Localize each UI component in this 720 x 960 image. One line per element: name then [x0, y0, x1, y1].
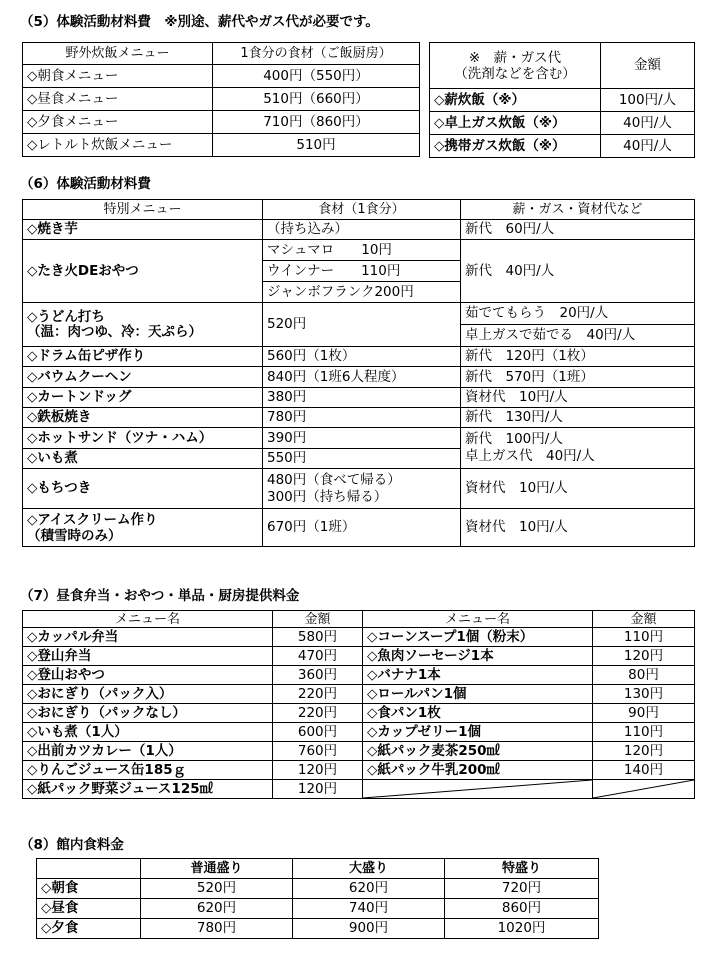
empty-cell [593, 780, 695, 799]
lunch-menu-name: ◇カップゼリー1個 [363, 723, 593, 742]
table-header: メニュー名 [23, 611, 273, 628]
table-row [23, 742, 695, 761]
menu-price: 510円（660円） [213, 88, 420, 111]
special-menu-food: 560円（1枚） [263, 347, 461, 367]
special-menu-name [23, 303, 263, 347]
table-row [23, 723, 695, 742]
section-7-heading: （7）昼食弁当・おやつ・単品・厨房提供料金 [20, 588, 300, 604]
table-header: 薪・ガス・資材代など [461, 200, 695, 220]
table-row [23, 761, 695, 780]
table-row [23, 647, 695, 666]
table-header: 金額 [593, 611, 695, 628]
icecream-name-line1: ◇アイスクリーム作り [27, 511, 158, 528]
section-8-heading: （8）館内食料金 [20, 837, 124, 853]
lunch-menu-price: 580円 [273, 628, 363, 647]
lunch-menu-name: ◇いも煮（1人） [23, 723, 273, 742]
lunch-menu-name: ◇登山おやつ [23, 666, 273, 685]
lunch-menu-price: 120円 [273, 761, 363, 780]
lunch-menu-name: ◇紙パック野菜ジュース125㎖ [23, 780, 273, 799]
fuel-name: ◇携帯ガス炊飯（※） [430, 135, 601, 158]
special-menu-food: 780円 [263, 408, 461, 428]
special-menu-name: ◇鉄板焼き [23, 408, 263, 428]
special-menu-name: ◇バウムクーヘン [23, 367, 263, 388]
special-menu-fee: 新代 570円（1班） [461, 367, 695, 388]
special-menu-fee: 新代 40円/人 [461, 240, 695, 303]
table-row [23, 704, 695, 723]
lunch-menu-price: 220円 [273, 685, 363, 704]
table-row [23, 628, 695, 647]
special-menu-food [263, 469, 461, 509]
fuel-header-line1: ※ 薪・ガス代 [468, 49, 562, 66]
special-menu-fee: 資材代 10円/人 [461, 388, 695, 408]
meal-name: ◇朝食 [37, 879, 141, 899]
icecream-name-line2: （積雪時のみ） [27, 527, 122, 544]
lunch-menu-name: ◇カッパル弁当 [23, 628, 273, 647]
menu-name: ◇朝食メニュー [23, 65, 213, 88]
lunch-menu-price: 120円 [593, 647, 695, 666]
special-menu-food: ウインナー 110円 [263, 261, 461, 282]
special-menu-food: （持ち込み） [263, 220, 461, 240]
lunch-menu-name: ◇コーンスープ1個（粉末） [363, 628, 593, 647]
lunch-menu-name: ◇おにぎり（パックなし） [23, 704, 273, 723]
special-menu-food: 550円 [263, 449, 461, 469]
special-menu-name: ◇もちつき [23, 469, 263, 509]
special-menu-food: ジャンボフランク200円 [263, 282, 461, 303]
meal-price: 620円 [141, 899, 293, 919]
lunch-menu-price: 130円 [593, 685, 695, 704]
lunch-menu-price: 760円 [273, 742, 363, 761]
meal-price: 860円 [445, 899, 599, 919]
special-menu-fee [461, 428, 695, 469]
special-menu-name: ◇ドラム缶ピザ作り [23, 347, 263, 367]
lunch-price-table [22, 610, 695, 799]
fuel-fee-table [429, 42, 695, 158]
menu-name: ◇昼食メニュー [23, 88, 213, 111]
lunch-menu-name: ◇バナナ1本 [363, 666, 593, 685]
fuel-header-amount: 金額 [601, 43, 695, 89]
table-row [23, 780, 695, 799]
meal-price: 720円 [445, 879, 599, 899]
table-header [37, 859, 141, 879]
lunch-menu-name: ◇食パン1枚 [363, 704, 593, 723]
mochi-food-line2: 300円（持ち帰る） [267, 488, 388, 505]
lunch-menu-name: ◇おにぎり（パック入） [23, 685, 273, 704]
special-menu-name: ◇たき火DEおやつ [23, 240, 263, 303]
table-header: 金額 [273, 611, 363, 628]
table-header: 食材（1食分） [263, 200, 461, 220]
lunch-menu-price: 110円 [593, 628, 695, 647]
menu-price: 510円 [213, 134, 420, 157]
facility-meal-table [36, 858, 599, 939]
lunch-menu-name: ◇紙パック麦茶250㎖ [363, 742, 593, 761]
meal-price: 620円 [293, 879, 445, 899]
special-menu-food: 390円 [263, 428, 461, 449]
lunch-menu-name: ◇りんごジュース缶185ｇ [23, 761, 273, 780]
udon-name-line1: ◇うどん打ち [27, 308, 105, 325]
mochi-food-line1: 480円（食べて帰る） [267, 471, 401, 488]
special-menu-food: 670円（1班） [263, 509, 461, 547]
table-header: メニュー名 [363, 611, 593, 628]
special-menu-fee: 資材代 10円/人 [461, 469, 695, 509]
table-header: 1食分の食材（ご飯厨房） [213, 43, 420, 65]
section-5-heading: （5）体験活動材料費 ※別途、薪代やガス代が必要です。 [20, 14, 379, 30]
special-menu-food: 380円 [263, 388, 461, 408]
table-row [23, 666, 695, 685]
meal-price: 900円 [293, 919, 445, 939]
meal-price: 780円 [141, 919, 293, 939]
special-menu-fee: 茹でてもらう 20円/人 [461, 303, 695, 325]
diagonal-slash-icon [363, 780, 592, 798]
table-row [23, 685, 695, 704]
lunch-menu-price: 80円 [593, 666, 695, 685]
special-menu-food: 840円（1班6人程度） [263, 367, 461, 388]
udon-name-line2: （温：肉つゆ、冷：天ぷら） [27, 323, 202, 340]
lunch-menu-price: 140円 [593, 761, 695, 780]
diagonal-slash-icon [593, 780, 694, 798]
table-header: 野外炊飯メニュー [23, 43, 213, 65]
fuel-name: ◇薪炊飯（※） [430, 89, 601, 112]
special-menu-fee: 新代 120円（1枚） [461, 347, 695, 367]
lunch-menu-name: ◇紙パック牛乳200㎖ [363, 761, 593, 780]
fuel-price: 40円/人 [601, 112, 695, 135]
cooking-menu-table [22, 42, 420, 157]
table-header: 普通盛り [141, 859, 293, 879]
special-menu-name [23, 509, 263, 547]
menu-price: 400円（550円） [213, 65, 420, 88]
lunch-menu-name: ◇登山弁当 [23, 647, 273, 666]
special-menu-food: マシュマロ 10円 [263, 240, 461, 261]
special-menu-name: ◇焼き芋 [23, 220, 263, 240]
special-menu-food: 520円 [263, 303, 461, 347]
lunch-menu-price: 90円 [593, 704, 695, 723]
lunch-menu-price: 470円 [273, 647, 363, 666]
lunch-menu-price: 120円 [273, 780, 363, 799]
special-menu-name: ◇カートンドッグ [23, 388, 263, 408]
lunch-menu-price: 220円 [273, 704, 363, 723]
menu-name: ◇レトルト炊飯メニュー [23, 134, 213, 157]
meal-price: 520円 [141, 879, 293, 899]
special-menu-table [22, 199, 695, 547]
lunch-menu-name: ◇出前カツカレー（1人） [23, 742, 273, 761]
fuel-header-line2: （洗剤などを含む） [454, 65, 576, 82]
fuel-header-note [430, 43, 601, 89]
section-6-heading: （6）体験活動材料費 [20, 176, 151, 192]
special-menu-fee: 資材代 10円/人 [461, 509, 695, 547]
menu-name: ◇夕食メニュー [23, 111, 213, 134]
table-header: 大盛り [293, 859, 445, 879]
table-header: 特別メニュー [23, 200, 263, 220]
lunch-menu-name: ◇魚肉ソーセージ1本 [363, 647, 593, 666]
special-menu-fee: 新代 130円/人 [461, 408, 695, 428]
special-menu-fee: 新代 60円/人 [461, 220, 695, 240]
lunch-menu-name: ◇ロールパン1個 [363, 685, 593, 704]
meal-name: ◇夕食 [37, 919, 141, 939]
special-menu-name: ◇いも煮 [23, 449, 263, 469]
meal-name: ◇昼食 [37, 899, 141, 919]
lunch-menu-price: 600円 [273, 723, 363, 742]
fuel-price: 40円/人 [601, 135, 695, 158]
lunch-menu-price: 360円 [273, 666, 363, 685]
fuel-price: 100円/人 [601, 89, 695, 112]
menu-price: 710円（860円） [213, 111, 420, 134]
fuel-name: ◇卓上ガス炊飯（※） [430, 112, 601, 135]
empty-cell [363, 780, 593, 799]
lunch-menu-price: 120円 [593, 742, 695, 761]
meal-price: 1020円 [445, 919, 599, 939]
lunch-menu-price: 110円 [593, 723, 695, 742]
hotsand-fee-line2: 卓上ガス代 40円/人 [465, 448, 595, 464]
special-menu-name: ◇ホットサンド（ツナ・ハム） [23, 428, 263, 449]
special-menu-fee: 卓上ガスで茹でる 40円/人 [461, 325, 695, 347]
table-header: 特盛り [445, 859, 599, 879]
hotsand-fee-line1: 新代 100円/人 [465, 431, 563, 447]
meal-price: 740円 [293, 899, 445, 919]
